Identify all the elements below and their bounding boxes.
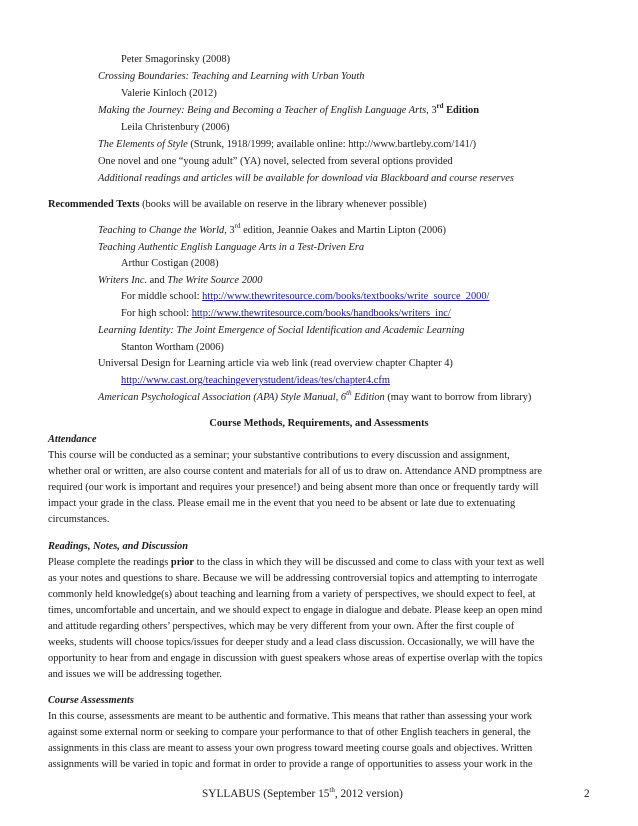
book-details: edition, Jeannie Oakes and Martin Lipton (2006) bbox=[240, 225, 446, 236]
book-title: The Elements of Style bbox=[98, 139, 188, 150]
edition-label: Edition bbox=[443, 105, 480, 116]
book-making-the-journey bbox=[98, 104, 479, 118]
readings-line: and attitude regarding others’ perspectives, which may be very different from your own. After the first couple of bbox=[48, 621, 515, 632]
readings-line: weeks, students will choose topics/issues for deeper study and a lead class discussion. Occasionally, we will have the bbox=[48, 637, 535, 648]
assessments-line: assignments in this class are meant to assess your own progress toward meeting course goals and objectives. Written bbox=[48, 743, 533, 754]
assessments-line: In this course, assessments are meant to be authentic and formative. This means that rather than assessing your work bbox=[48, 711, 532, 722]
attendance-line: impact your grade in the class. Please email me in the event that you need to be absent or late due to extenuating bbox=[48, 498, 516, 509]
footer-text: SYLLABUS (September 15 bbox=[202, 788, 330, 800]
book-title: Making the Journey: Being and Becoming a Teacher of English Language Arts bbox=[98, 105, 427, 116]
book-elements-of-style bbox=[98, 138, 476, 152]
book-apa-manual bbox=[98, 391, 531, 405]
book-teaching-to-change bbox=[98, 224, 446, 238]
book-title-b: The Write Source 2000 bbox=[167, 275, 263, 286]
middle-school-link-row bbox=[121, 290, 489, 304]
author-christenbury: Leila Christenbury (2006) bbox=[121, 122, 230, 133]
edition-label: Edition bbox=[351, 392, 385, 403]
book-authentic-ela: Teaching Authentic English Language Arts in a Test-Driven Era bbox=[98, 242, 365, 253]
emphasis: prior bbox=[170, 557, 195, 568]
attendance-heading: Attendance bbox=[48, 434, 97, 445]
footer-title bbox=[202, 788, 403, 802]
page-number: 2 bbox=[584, 788, 590, 800]
author-smagorinsky: Peter Smagorinsky (2008) bbox=[121, 54, 231, 65]
edition-sup: rd bbox=[234, 222, 241, 230]
writers-inc-link[interactable]: http://www.thewritesource.com/books/handbooks/writers_inc/ bbox=[191, 308, 451, 319]
footer-text: , 2012 version) bbox=[334, 788, 403, 800]
assessments-line: against some external norm or seeking to compare your performance to that of other English teachers in general, the bbox=[48, 727, 531, 738]
book-title: Teaching to Change the World bbox=[98, 225, 225, 236]
attendance-line: required (our work is important and requires your presence!) and being absent more than once or frequently tardy will bbox=[48, 482, 539, 493]
novel-requirement: One novel and one “young adult” (YA) novel, selected from several options provided bbox=[98, 156, 453, 167]
author-kinloch: Valerie Kinloch (2012) bbox=[121, 88, 217, 99]
footer-sup: th bbox=[329, 786, 335, 794]
assessments-heading: Course Assessments bbox=[48, 695, 134, 706]
text: to the class in which they will be discussed and come to class with your text as well bbox=[194, 557, 545, 568]
assessments-line: assignments will be varied in topic and format in order to provide a range of opportunities to assess your work in the bbox=[48, 759, 533, 770]
link-label: For high school: bbox=[121, 308, 192, 319]
write-source-link[interactable]: http://www.thewritesource.com/books/textbooks/write_source_2000/ bbox=[202, 291, 490, 302]
author-wortham: Stanton Wortham (2006) bbox=[121, 342, 224, 353]
book-writers-inc bbox=[98, 274, 262, 288]
author-costigan: Arthur Costigan (2008) bbox=[121, 258, 219, 269]
cast-link-row bbox=[121, 374, 390, 388]
section-note: (books will be available on reserve in the library whenever possible) bbox=[139, 199, 427, 210]
readings-line: opportunity to hear from and engage in discussion with guest speakers whose areas of expertise overlap with the topics bbox=[48, 653, 543, 664]
udl-article: Universal Design for Learning article via web link (read overview chapter Chapter 4) bbox=[98, 358, 453, 369]
readings-line: times, uncomfortable and uncertain, and we should expect to engage in dialogue and debate. Please keep an open mind bbox=[48, 605, 543, 616]
book-title-a: Writers Inc. bbox=[98, 275, 148, 286]
conjunction: and bbox=[147, 275, 168, 286]
attendance-line: This course will be conducted as a seminar; your substantive contributions to every discussion and assignment, bbox=[48, 450, 510, 461]
attendance-line: circumstances. bbox=[48, 514, 110, 525]
attendance-line: whether oral or written, are also course content and materials for all of us to draw on. Attendance AND promptness are bbox=[48, 466, 542, 477]
readings-heading: Readings, Notes, and Discussion bbox=[48, 541, 189, 552]
edition-prefix: , 3 bbox=[426, 105, 437, 116]
book-learning-identity: Learning Identity: The Joint Emergence of Social Identification and Academic Learning bbox=[98, 325, 465, 336]
book-crossing-boundaries: Crossing Boundaries: Teaching and Learning with Urban Youth bbox=[98, 71, 365, 82]
edition-sup: th bbox=[346, 389, 352, 397]
additional-readings-note: Additional readings and articles will be available for download via Blackboard and course reserves bbox=[98, 173, 514, 184]
edition-prefix: , 3 bbox=[224, 225, 235, 236]
readings-line: and issues we will be addressing together. bbox=[48, 669, 223, 680]
book-title: American Psychological Association (APA) Style Manual, bbox=[98, 392, 339, 403]
methods-heading: Course Methods, Requirements, and Assessments bbox=[209, 418, 429, 429]
edition-sup: rd bbox=[436, 102, 444, 110]
book-details: (Strunk, 1918/1999; available online: http://www.bartleby.com/141/) bbox=[187, 139, 477, 150]
readings-line bbox=[48, 556, 622, 570]
section-title: Recommended Texts bbox=[48, 199, 140, 210]
high-school-link-row bbox=[121, 307, 451, 321]
readings-line: as your notes and questions to share. Because we will be addressing controversial topics and attempting to interrogate bbox=[48, 573, 538, 584]
text: Please complete the readings bbox=[48, 557, 171, 568]
edition-prefix: 6 bbox=[338, 392, 347, 403]
cast-link[interactable]: http://www.cast.org/teachingeverystudent/ideas/tes/chapter4.cfm bbox=[121, 375, 390, 386]
link-label: For middle school: bbox=[121, 291, 203, 302]
readings-line: commonly held knowledge(s) about teaching and learning from a variety of perspectives, we should expect to feel, at bbox=[48, 589, 536, 600]
recommended-texts-heading bbox=[48, 198, 427, 212]
book-details: (may want to borrow from library) bbox=[384, 392, 532, 403]
